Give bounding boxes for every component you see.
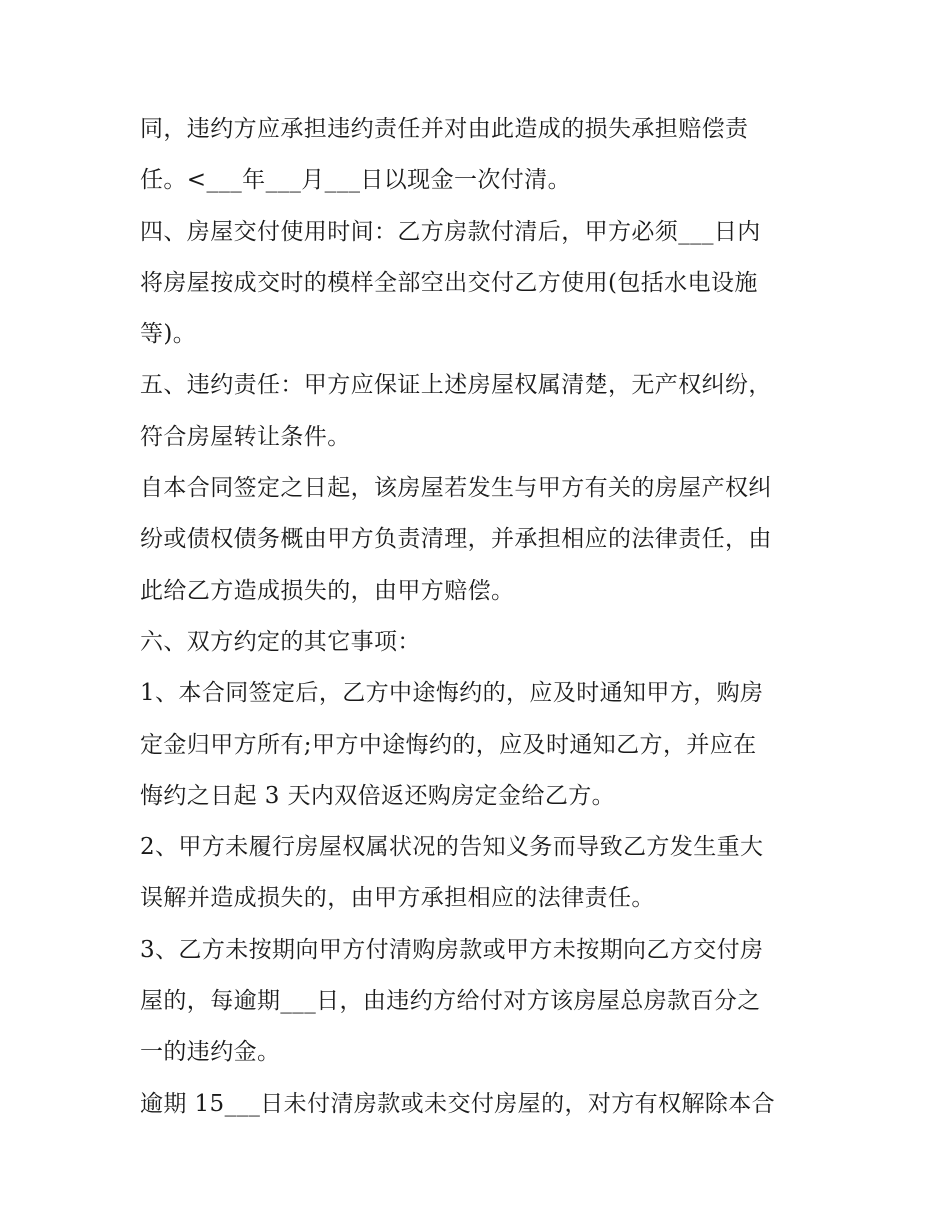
text-line: 一的违约金。: [140, 1039, 281, 1066]
contract-text: [140, 104, 830, 1130]
text-line: 任。<___年___月___日以现金一次付清。: [140, 167, 571, 194]
text-line: 此给乙方造成损失的，由甲方赔偿。: [140, 577, 515, 604]
text-line: 等)。: [140, 321, 197, 348]
text-line: 误解并造成损失的，由甲方承担相应的法律责任。: [140, 885, 655, 912]
text-line: 1、本合同签定后，乙方中途悔约的，应及时通知甲方，购房: [140, 680, 764, 707]
text-line: 同，违约方应承担违约责任并对由此造成的损失承担赔偿责: [140, 116, 749, 142]
text-line: 纷或债权债务概由甲方负责清理，并承担相应的法律责任，由: [140, 526, 772, 553]
text-line: 悔约之日起 3 天内双倍返还购房定金给乙方。: [140, 782, 616, 809]
text-line: 五、违约责任：甲方应保证上述房屋权属清楚，无产权纠纷，: [140, 372, 772, 399]
text-line: 3、乙方未按期向甲方付清购房款或甲方未按期向乙方交付房: [140, 936, 764, 963]
text-line: 自本合同签定之日起，该房屋若发生与甲方有关的房屋产权纠: [140, 475, 772, 502]
text-line: 六、双方约定的其它事项：: [140, 628, 421, 655]
text-line: 将房屋按成交时的模样全部空出交付乙方使用(包括水电设施: [140, 269, 758, 296]
text-line: 符合房屋转让条件。: [140, 423, 351, 450]
text-line: 2、甲方未履行房屋权属状况的告知义务而导致乙方发生重大: [140, 834, 764, 861]
text-line: 四、房屋交付使用时间：乙方房款付清后，甲方必须___日内: [140, 218, 761, 245]
text-line: 逾期 15___日未付清房款或未交付房屋的，对方有权解除本合: [140, 1090, 776, 1117]
text-line: 屋的，每逾期___日，由违约方给付对方该房屋总房款百分之: [140, 988, 761, 1015]
text-line: 定金归甲方所有;甲方中途悔约的，应及时通知乙方，并应在: [140, 731, 757, 758]
